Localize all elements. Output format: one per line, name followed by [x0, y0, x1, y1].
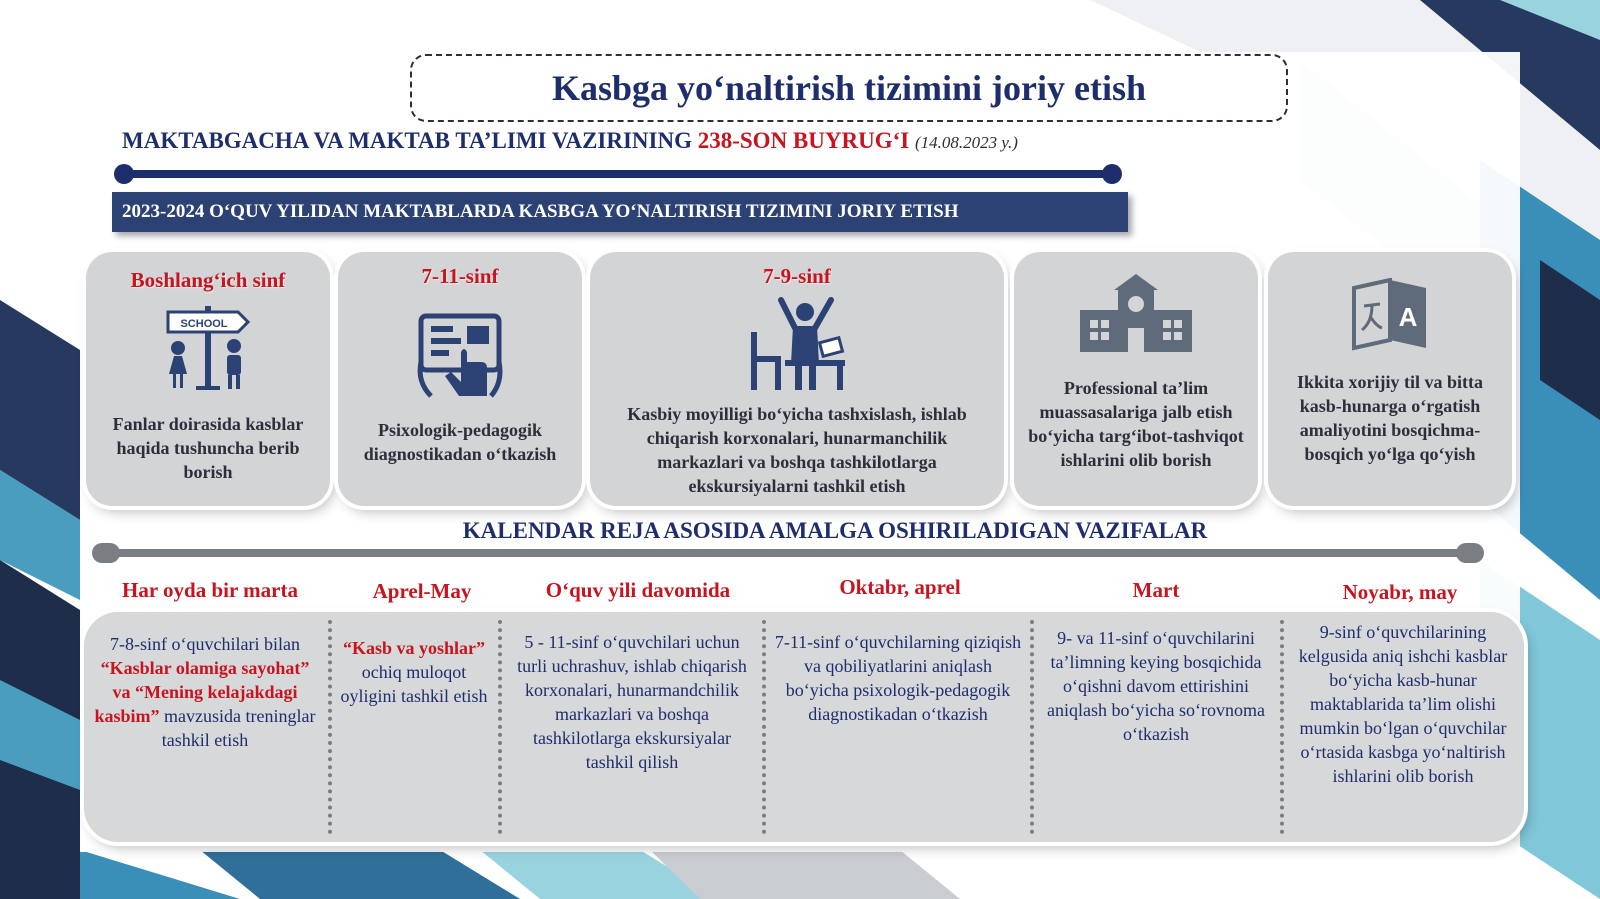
task-school-year: 5 - 11-sinf o‘quvchilari uchun turli uchrashuv, ishlab chiqarish korxonalari, hunarmandchilik markazlari va boshqa tashkilotlarga ekskursiyalar tashkil qilish	[517, 632, 747, 772]
translate-icon	[1350, 278, 1430, 352]
student-desk-icon	[747, 296, 847, 392]
period-march: Mart	[1132, 578, 1180, 602]
period-october-april: Oktabr, aprel	[839, 575, 961, 599]
timeline-dot-left	[92, 543, 120, 563]
column-divider	[1280, 620, 1284, 834]
card-heading: 7-11-sinf	[421, 264, 499, 288]
tablet-touch-icon	[415, 312, 505, 398]
period-november-may: Noyabr, may	[1342, 580, 1458, 604]
period-school-year: O‘quv yili davomida	[545, 578, 731, 602]
order-date: (14.08.2023 y.)	[914, 133, 1018, 152]
card-heading: Boshlang‘ich sinf	[130, 268, 286, 292]
order-reference	[122, 128, 1018, 154]
order-prefix: MAKTABGACHA VA MAKTAB TA’LIMI VAZIRINING	[122, 128, 698, 153]
card-professional-education	[1014, 252, 1258, 506]
period-monthly: Har oyda bir marta	[122, 578, 298, 602]
school-sign-text: SCHOOL	[180, 318, 228, 330]
subtitle-banner: 2023-2024 O‘QUV YILIDAN MAKTABLARDA KASBGA YO‘NALTIRISH TIZIMINI JORIY ETISH	[112, 192, 1128, 232]
column-divider	[498, 620, 502, 834]
timeline-dot-right	[1456, 543, 1484, 563]
timeline-dot-left	[114, 164, 134, 184]
card-text: Professional ta’lim muassasalariga jalb etish bo‘yicha targ‘ibot-tashviqot ishlarini olib borish	[1028, 378, 1244, 470]
card-text: Psixologik-pedagogik diagnostikadan o‘tkazish	[363, 420, 557, 464]
svg-text:A: A	[1398, 302, 1418, 332]
calendar-timeline-line	[98, 549, 1478, 557]
card-primary-school	[86, 252, 330, 506]
order-number: 238-SON BUYRUG‘I	[697, 128, 910, 153]
card-text: Fanlar doirasida kasblar haqida tushuncha berib borish	[112, 414, 304, 482]
column-divider	[1030, 620, 1034, 834]
card-foreign-languages	[1268, 252, 1512, 506]
task-october-april: 7-11-sinf o‘quvchilarning qiziqish va qobiliyatlarini aniqlash bo‘yicha psixologik-pedagogik diagnostikadan o‘tkazish	[774, 632, 1022, 724]
period-april-may: Aprel-May	[372, 579, 472, 603]
header-timeline-line	[118, 170, 1118, 178]
card-text: Kasbiy moyilligi bo‘yicha tashxislash, ishlab chiqarish korxonalari, hunarmanchilik markazlari va boshqa tashkilotlarga ekskursiyalarni tashkil etish	[627, 404, 967, 496]
column-divider	[328, 620, 332, 834]
task-april-may: “Kasb va yoshlar” ochiq muloqot oyligini tashkil etish	[340, 638, 488, 706]
page-title: Kasbga yo‘naltirish tizimini joriy etish	[410, 54, 1288, 122]
school-building-icon	[1078, 272, 1194, 354]
card-heading: 7-9-sinf	[763, 264, 831, 288]
timeline-dot-right	[1102, 164, 1122, 184]
column-divider	[762, 620, 766, 834]
card-grade-7-9	[590, 252, 1004, 506]
calendar-title: KALENDAR REJA ASOSIDA AMALGA OSHIRILADIGAN VAZIFALAR	[462, 518, 1208, 543]
school-sign-children-icon	[158, 302, 258, 392]
task-monthly: 7-8-sinf o‘quvchilari bilan “Kasblar olamiga sayohat” va “Mening kelajakdagi kasbim” mavzusida treninglar tashkil etish	[94, 634, 316, 750]
calendar-tasks-panel	[84, 612, 1524, 842]
task-november-may: 9-sinf o‘quvchilarining kelgusida aniq ishchi kasblar bo‘yicha kasb-hunar maktablarida ta’lim olishi mumkin bo‘lgan o‘quvchilar o‘rtasida kasbga yo‘naltirish ishlarini olib borish	[1298, 622, 1508, 786]
card-text: Ikkita xorijiy til va bitta kasb-hunarga o‘rgatish amaliyotini bosqichma-bosqich yo‘lga qo‘yish	[1296, 372, 1483, 464]
card-grade-7-11	[338, 252, 582, 506]
task-march: 9- va 11-sinf o‘quvchilarini ta’limning keying bosqichida o‘qishni davom ettirishini aniqlash bo‘yicha so‘rovnoma o‘tkazish	[1047, 628, 1265, 744]
